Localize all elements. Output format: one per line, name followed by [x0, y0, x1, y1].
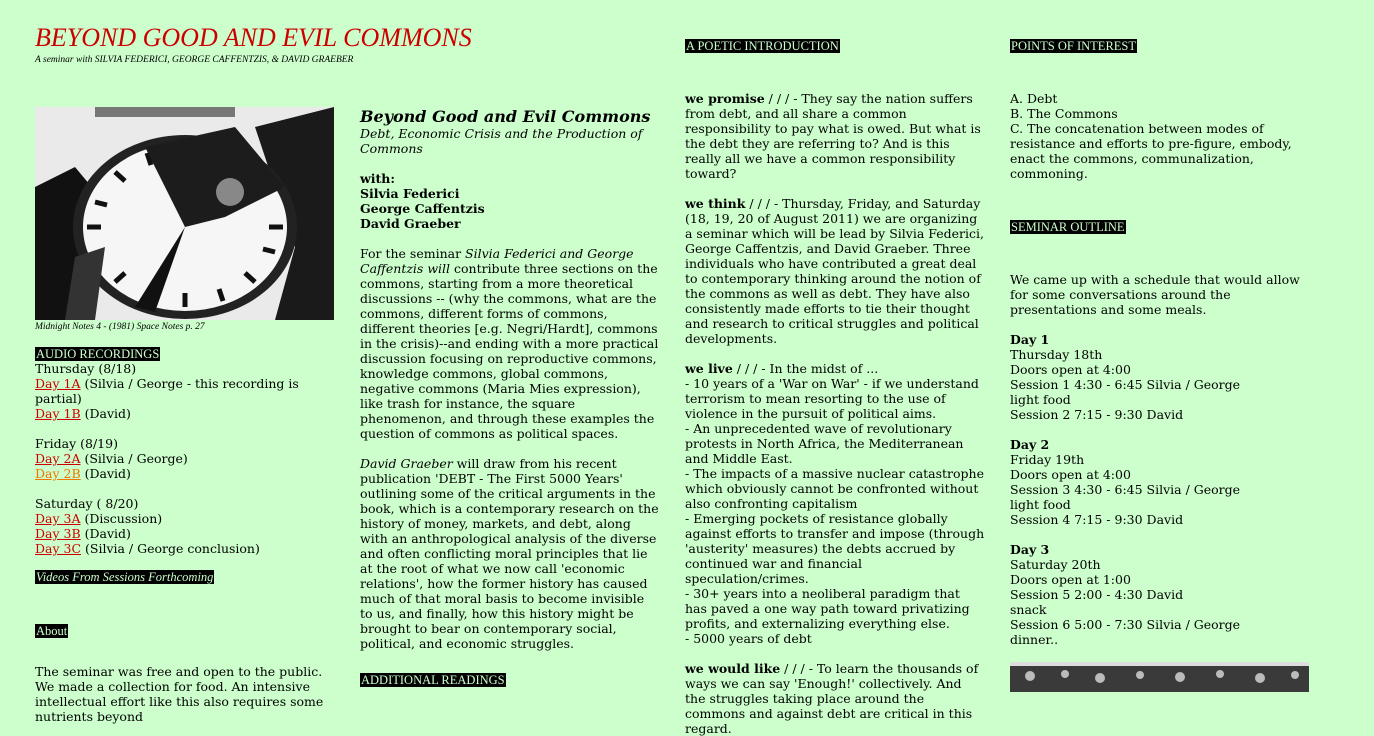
poi-item: B. The Commons [1010, 106, 1118, 121]
day1a-link[interactable]: Day 1A [35, 376, 81, 391]
day3c-item [35, 541, 335, 556]
day3a-item [35, 511, 335, 526]
day2b-note: (David) [80, 466, 131, 481]
day3b-link[interactable]: Day 3B [35, 526, 81, 541]
day2-line: Friday 19th [1010, 452, 1085, 467]
seminar-subtitle: Debt, Economic Crisis and the Production of Commons [360, 126, 643, 156]
day2-title: Day 2 [1010, 437, 1050, 452]
graeber-paragraph [360, 456, 660, 651]
promise-text: - They say the nation suffers from debt, and all share a common responsibility to pay what is owed. But what is the debt they are referring to? And is this really all we have a common responsibility toward? [685, 91, 981, 181]
day3-line: Doors open at 1:00 [1010, 572, 1131, 587]
day2a-note: (Silvia / George) [80, 451, 188, 466]
day3-line: Saturday 20th [1010, 557, 1101, 572]
live-paragraph [685, 361, 985, 376]
day3-title: Day 3 [1010, 542, 1050, 557]
like-text: - To learn the thousands of ways we can say 'Enough!' collectively. And the struggles taking place around the commons and against debt are critical in this regard. [685, 661, 979, 736]
day1-line: Session 1 4:30 - 6:45 Silvia / George [1010, 377, 1241, 392]
day2b-link[interactable]: Day 2B [35, 466, 81, 481]
site-subtitle: A seminar with SILVIA FEDERICI, GEORGE CAFFENTZIS, & DAVID GRAEBER [35, 55, 354, 65]
about-text: The seminar was free and open to the public. We made a collection for food. An intensive intellectual effort like this also requires some nutrients beyond [35, 664, 324, 724]
outline-intro: We came up with a schedule that would allow for some conversations around the presentations and some meals. [1010, 272, 1300, 317]
day1b-note: (David) [80, 406, 131, 421]
site-title: BEYOND GOOD AND EVIL COMMONS [35, 23, 472, 52]
day1b-item [35, 406, 335, 421]
day2-line: light food [1010, 497, 1071, 512]
speaker-graeber: David Graeber [360, 216, 461, 231]
points-of-interest-heading: POINTS OF INTEREST [1011, 39, 1137, 53]
p1-text-c: contribute three sections on the commons, starting from a more theoretical discussions -- (why the commons, what are the commons, different forms of commons, different theories [e.g. Negri/Hardt], commons in the crisis)--and ending with a more practical discussion focusing on reproductive commons, knowledge commons, global commons, negative commons (Maria Mies expression), like trash for instance, the square phenomenon, and through these examples the question of commons as political spaces. [360, 261, 659, 441]
poi-item: C. The concatenation between modes of resistance and efforts to pre-figure, embody, enact the commons, communalization, commoning. [1010, 121, 1292, 181]
speaker-federici: Silvia Federici [360, 186, 460, 201]
day3a-note: (Discussion) [80, 511, 163, 526]
day3c-note: (Silvia / George conclusion) [81, 541, 260, 556]
day1-line: Doors open at 4:00 [1010, 362, 1131, 377]
with-label: with: [360, 171, 395, 186]
live-item: - The impacts of a massive nuclear catastrophe which obviously cannot be confronted without also confronting capitalism [685, 466, 985, 511]
live-item: - Emerging pockets of resistance globally against efforts to transfer and impose (through 'austerity' measures) the debts accrued by continued war and financial speculation/crimes. [685, 511, 985, 586]
speaker-caffentzis: George Caffentzis [360, 201, 485, 216]
live-label: we live [685, 361, 733, 376]
p2-text-a: David Graeber [360, 456, 453, 471]
seminar-outline-heading: SEMINAR OUTLINE [1011, 220, 1125, 234]
audio-recordings-heading: AUDIO RECORDINGS [36, 347, 160, 361]
live-item: - 5000 years of debt [685, 631, 812, 646]
about-heading: About [36, 624, 68, 638]
day1-line: Thursday 18th [1010, 347, 1103, 362]
p2-text-b: will draw from his recent publication 'DEBT - The First 5000 Years' outlining some of the critical arguments in the book, which is a contemporary research on the history of money, markets, and debt, along with an anthropological analysis of the diverse and often conflicting moral principles that lie at the root of what we now call 'economic relations', how the former history has caused much of that moral basis to become invisible to us, and finally, how this history might be brought to bear on contemporary social, political, and economic struggles. [360, 456, 659, 651]
videos-heading: Videos From Sessions Forthcoming [36, 570, 214, 584]
day1-title: Day 1 [1010, 332, 1050, 347]
p1-text-b: Silvia Federici and George Caffentzis will [360, 246, 634, 276]
day1b-link[interactable]: Day 1B [35, 406, 81, 421]
saturday-label: Saturday ( 8/20) [35, 496, 139, 511]
like-sep: / / / [780, 661, 809, 676]
day3-line: Session 6 5:00 - 7:30 Silvia / George [1010, 617, 1241, 632]
poetic-intro-heading: A POETIC INTRODUCTION [686, 39, 839, 53]
day2a-item [35, 451, 335, 466]
promise-label: we promise [685, 91, 765, 106]
like-label: we would like [685, 661, 781, 676]
thursday-label: Thursday (8/18) [35, 361, 137, 376]
live-text: - In the midst of ... [761, 361, 879, 376]
poi-item: A. Debt [1010, 91, 1058, 106]
day2-line: Session 3 4:30 - 6:45 Silvia / George [1010, 482, 1241, 497]
day3c-link[interactable]: Day 3C [35, 541, 82, 556]
live-item: - An unprecedented wave of revolutionary protests in North Africa, the Mediterranean and Middle East. [685, 421, 964, 466]
crowd-photo [1010, 662, 1309, 692]
day1-line: light food [1010, 392, 1071, 407]
day3-line: Session 5 2:00 - 4:30 David [1010, 587, 1184, 602]
seminar-title: Beyond Good and Evil Commons [360, 107, 651, 126]
live-sep: / / / [732, 361, 762, 376]
clock-image [35, 107, 334, 320]
day2b-item [35, 466, 335, 481]
like-paragraph [685, 661, 985, 736]
think-text: - Thursday, Friday, and Saturday (18, 19, 20 of August 2011) we are organizing a seminar which will be lead by Silvia Federici, George Caffentzis, and David Graeber. Three individuals who have contributed a great deal to contemporary thinking around the notion of the commons as well as debt. They have also consistently made efforts to tie their thought and research to critical struggles and political developments. [685, 196, 984, 346]
day1a-note: (Silvia / George - this recording is partial) [35, 376, 299, 406]
think-label: we think [685, 196, 746, 211]
p1-text-a: For the seminar [360, 246, 466, 261]
image-caption: Midnight Notes 4 - (1981) Space Notes p. 27 [35, 322, 205, 332]
additional-readings-heading: ADDITIONAL READINGS [361, 673, 505, 687]
day2-line: Doors open at 4:00 [1010, 467, 1131, 482]
live-item: - 30+ years into a neoliberal paradigm that has paved a one way path toward privatizing profits, and externalizing everything else. [685, 586, 970, 631]
think-paragraph [685, 196, 985, 346]
day1a-item [35, 376, 335, 406]
day3-line: dinner.. [1010, 632, 1059, 647]
federici-caffentzis-paragraph [360, 246, 660, 441]
day3-line: snack [1010, 602, 1047, 617]
day3a-link[interactable]: Day 3A [35, 511, 81, 526]
promise-sep: / / / [764, 91, 794, 106]
day2-line: Session 4 7:15 - 9:30 David [1010, 512, 1184, 527]
friday-label: Friday (8/19) [35, 436, 118, 451]
live-item: - 10 years of a 'War on War' - if we understand terrorism to mean resorting to the use of violence in the pursuit of political aims. [685, 376, 979, 421]
promise-paragraph [685, 91, 985, 181]
day3b-item [35, 526, 335, 541]
day2a-link[interactable]: Day 2A [35, 451, 81, 466]
day1-line: Session 2 7:15 - 9:30 David [1010, 407, 1184, 422]
day3b-note: (David) [80, 526, 131, 541]
think-sep: / / / [745, 196, 774, 211]
